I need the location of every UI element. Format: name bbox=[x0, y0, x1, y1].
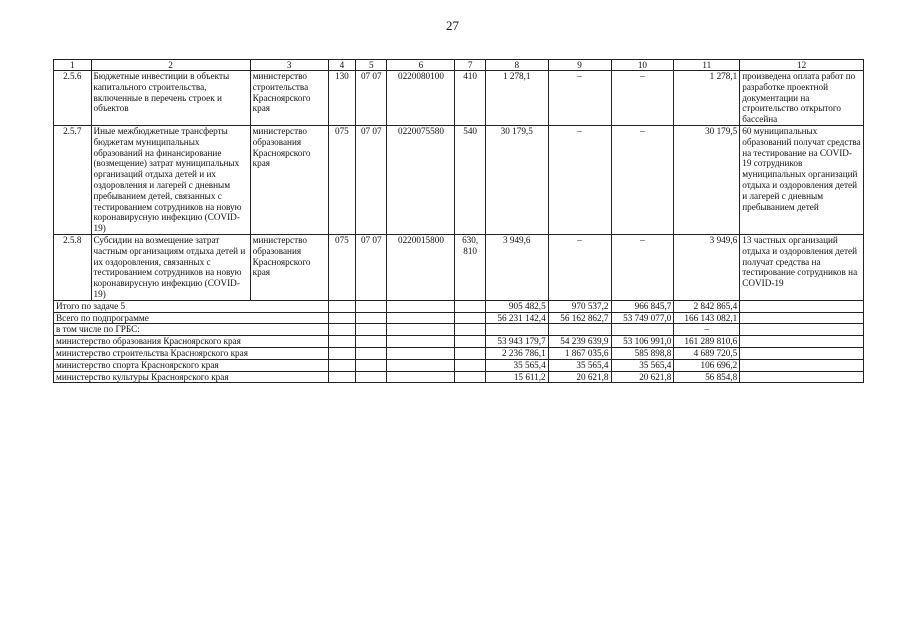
row-c8: 1 278,1 bbox=[485, 71, 548, 126]
total-c9: 970 537,2 bbox=[548, 300, 611, 312]
row-c7: 540 bbox=[455, 125, 485, 234]
total-c11: 2 842 865,4 bbox=[674, 300, 740, 312]
table-row bbox=[54, 234, 864, 300]
total-c11: 166 143 082,1 bbox=[674, 312, 740, 324]
total-row bbox=[54, 336, 864, 348]
total-label: министерство спорта Красноярского края bbox=[54, 359, 329, 371]
row-c10: – bbox=[611, 234, 674, 300]
column-header: 3 bbox=[250, 60, 328, 71]
row-c11: 30 179,5 bbox=[674, 125, 740, 234]
total-c11: 161 289 810,6 bbox=[674, 336, 740, 348]
total-c10: 53 749 077,0 bbox=[611, 312, 674, 324]
row-c10: – bbox=[611, 125, 674, 234]
row-code: 2.5.8 bbox=[54, 234, 92, 300]
total-c10 bbox=[611, 324, 674, 336]
total-label: Итого по задаче 5 bbox=[54, 300, 329, 312]
total-c11: 4 689 720,5 bbox=[674, 347, 740, 359]
row-result: 60 муниципальных образований получат средства на тестирование на COVID-19 сотрудников муниципальных организаций отдыха и оздоровления детей и лагерей с дневным пребыванием детей bbox=[740, 125, 864, 234]
row-c9: – bbox=[548, 234, 611, 300]
total-c9: 56 162 862,7 bbox=[548, 312, 611, 324]
total-label: министерство культуры Красноярского края bbox=[54, 371, 329, 383]
total-row bbox=[54, 324, 864, 336]
row-c7: 410 bbox=[455, 71, 485, 126]
row-name: Субсидии на возмещение затрат частным организациям отдыха детей и их оздоровления, связанных с тестированием сотрудников на новую коронавирусную инфекцию (COVID-19) bbox=[91, 234, 250, 300]
column-header: 1 bbox=[54, 60, 92, 71]
row-c4: 075 bbox=[328, 234, 355, 300]
column-header: 4 bbox=[328, 60, 355, 71]
column-header: 2 bbox=[91, 60, 250, 71]
row-c5: 07 07 bbox=[356, 234, 387, 300]
row-c8: 30 179,5 bbox=[485, 125, 548, 234]
row-code: 2.5.6 bbox=[54, 71, 92, 126]
row-result: 13 частных организаций отдыха и оздоровления детей получат средства на тестирование сотрудников на COVID-19 bbox=[740, 234, 864, 300]
row-c4: 075 bbox=[328, 125, 355, 234]
total-label: Всего по подпрограмме bbox=[54, 312, 329, 324]
row-c11: 1 278,1 bbox=[674, 71, 740, 126]
row-c6: 0220015800 bbox=[387, 234, 455, 300]
table-row bbox=[54, 71, 864, 126]
column-number-row bbox=[54, 60, 864, 71]
total-label: министерство образования Красноярского края bbox=[54, 336, 329, 348]
total-c10: 53 106 991,0 bbox=[611, 336, 674, 348]
total-c9: 20 621,8 bbox=[548, 371, 611, 383]
budget-table bbox=[53, 59, 864, 383]
row-c6: 0220075580 bbox=[387, 125, 455, 234]
total-c9: 54 239 639,9 bbox=[548, 336, 611, 348]
column-header: 6 bbox=[387, 60, 455, 71]
total-c10: 35 565,4 bbox=[611, 359, 674, 371]
total-label: министерство строительства Красноярского края bbox=[54, 347, 329, 359]
total-c8: 56 231 142,4 bbox=[485, 312, 548, 324]
row-grbs: министерство образования Красноярского края bbox=[250, 125, 328, 234]
total-c8: 15 611,2 bbox=[485, 371, 548, 383]
total-row bbox=[54, 300, 864, 312]
total-label: в том числе по ГРБС: bbox=[54, 324, 329, 336]
table-row bbox=[54, 125, 864, 234]
total-c8: 53 943 179,7 bbox=[485, 336, 548, 348]
total-row bbox=[54, 312, 864, 324]
row-c11: 3 949,6 bbox=[674, 234, 740, 300]
row-c10: – bbox=[611, 71, 674, 126]
total-c9 bbox=[548, 324, 611, 336]
row-code: 2.5.7 bbox=[54, 125, 92, 234]
row-c6: 0220080100 bbox=[387, 71, 455, 126]
column-header: 11 bbox=[674, 60, 740, 71]
column-header: 12 bbox=[740, 60, 864, 71]
total-c11: 56 854,8 bbox=[674, 371, 740, 383]
total-c11: 106 696,2 bbox=[674, 359, 740, 371]
row-name: Бюджетные инвестиции в объекты капитального строительства, включенные в перечень строек и объектов bbox=[91, 71, 250, 126]
row-c9: – bbox=[548, 71, 611, 126]
column-header: 10 bbox=[611, 60, 674, 71]
total-c11: – bbox=[674, 324, 740, 336]
total-c8 bbox=[485, 324, 548, 336]
total-c10: 966 845,7 bbox=[611, 300, 674, 312]
total-c8: 35 565,4 bbox=[485, 359, 548, 371]
row-grbs: министерство строительства Красноярского края bbox=[250, 71, 328, 126]
total-c8: 905 482,5 bbox=[485, 300, 548, 312]
total-c10: 20 621,8 bbox=[611, 371, 674, 383]
column-header: 5 bbox=[356, 60, 387, 71]
column-header: 7 bbox=[455, 60, 485, 71]
total-c8: 2 236 786,1 bbox=[485, 347, 548, 359]
total-c9: 1 867 035,6 bbox=[548, 347, 611, 359]
row-c9: – bbox=[548, 125, 611, 234]
row-name: Иные межбюджетные трансферты бюджетам муниципальных образований на финансирование (возмещение) затрат муниципальных организаций отдыха детей и их оздоровления и лагерей с дневным пребыванием детей, связанных с тестированием сотрудников на новую коронавирусную инфекцию (COVID-19) bbox=[91, 125, 250, 234]
total-c9: 35 565,4 bbox=[548, 359, 611, 371]
row-c4: 130 bbox=[328, 71, 355, 126]
row-c7: 630, 810 bbox=[455, 234, 485, 300]
column-header: 9 bbox=[548, 60, 611, 71]
row-c5: 07 07 bbox=[356, 71, 387, 126]
page-number: 27 bbox=[446, 18, 459, 33]
row-c5: 07 07 bbox=[356, 125, 387, 234]
row-result: произведена оплата работ по разработке проектной документации на строительство открытого бассейна bbox=[740, 71, 864, 126]
column-header: 8 bbox=[485, 60, 548, 71]
total-row bbox=[54, 359, 864, 371]
row-grbs: министерство образования Красноярского края bbox=[250, 234, 328, 300]
total-row bbox=[54, 347, 864, 359]
row-c8: 3 949,6 bbox=[485, 234, 548, 300]
total-row bbox=[54, 371, 864, 383]
total-c10: 585 898,8 bbox=[611, 347, 674, 359]
